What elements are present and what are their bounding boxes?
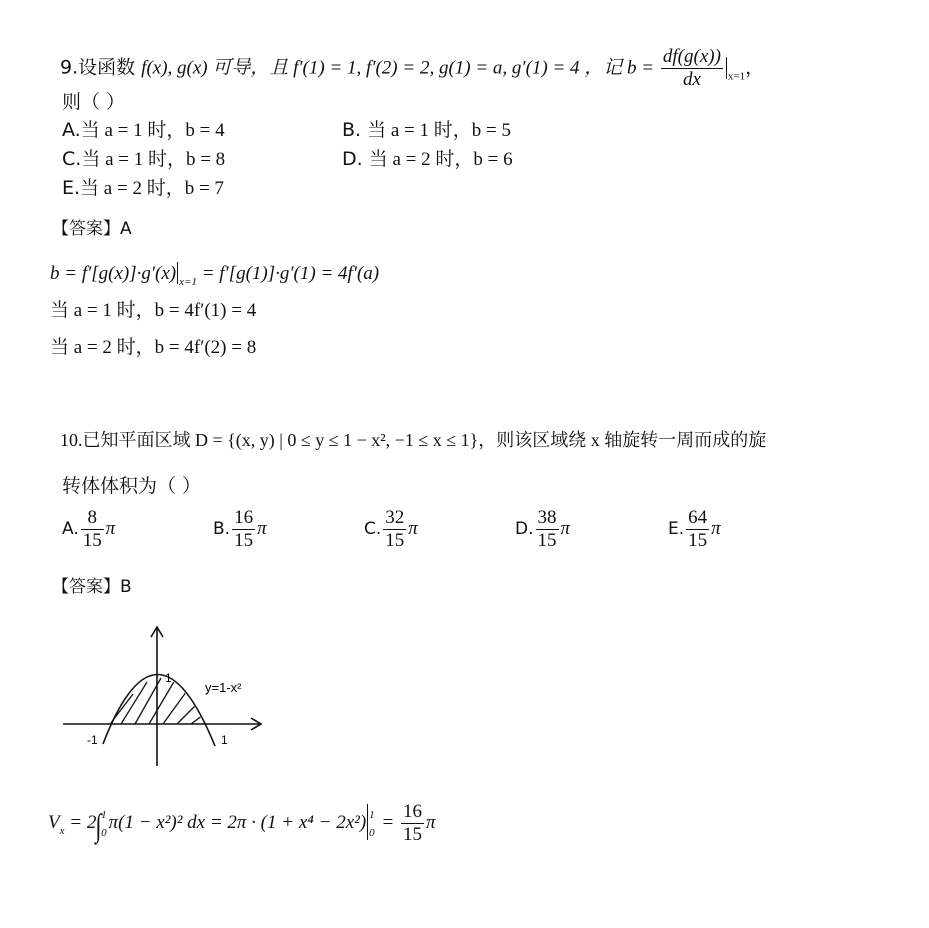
q10-option-a-pi: π — [105, 517, 116, 539]
formula-lhs: V — [48, 812, 60, 833]
q9-solution-line2: 当 a = 1 时，b = 4f′(1) = 4 — [50, 300, 257, 321]
eval-upper: 1 — [369, 808, 375, 821]
q10-option-c-fraction — [383, 507, 406, 552]
formula-result-den: 15 — [402, 824, 422, 846]
q9-option-a-text: 当 a = 1 时，b = 4 — [80, 120, 225, 141]
q10-option-d — [515, 507, 570, 552]
q9-eval-bar — [726, 57, 727, 79]
q9-frac-numerator: df(g(x)) — [662, 46, 721, 67]
q10-answer: 【答案】B — [52, 577, 132, 597]
q9-sol1-part-a: b = f′[g(x)]·g′(x) — [50, 263, 177, 284]
q10-option-b-num: 16 — [234, 507, 254, 528]
sketch-left-label: -1 — [87, 733, 98, 747]
q9-stem-line1 — [60, 46, 764, 91]
q9-option-b-label: B. — [342, 119, 362, 141]
q10-option-e — [668, 507, 721, 552]
q9-sol1-eval-bar — [177, 262, 178, 284]
q10-option-d-fraction — [536, 507, 559, 552]
q10-option-d-label: D. — [515, 518, 534, 539]
q9-option-d-label: D. — [342, 148, 363, 170]
sketch-right-label: 1 — [221, 733, 228, 747]
q9-number: 9.设函数 — [60, 56, 142, 79]
q9-answer: 【答案】A — [52, 219, 132, 239]
formula-result-num: 16 — [402, 801, 422, 823]
formula-eval-bar — [367, 804, 368, 840]
eval-lower: 0 — [369, 826, 375, 839]
q10-option-e-label: E. — [668, 518, 685, 539]
integral-sign-icon: ∫ — [95, 807, 102, 843]
q10-option-c-den: 15 — [385, 530, 405, 551]
q9-option-e-label: E. — [62, 177, 81, 199]
q10-option-c-label: C. — [364, 518, 382, 539]
q10-option-a-num: 8 — [81, 507, 104, 530]
eval-limits — [369, 806, 375, 842]
sketch-curve-label: y=1-x² — [205, 680, 242, 695]
q10-stem-line1: 10.已知平面区域 D = {(x, y) | 0 ≤ y ≤ 1 − x², −1 ≤ x ≤ 1}，则该区域绕 x 轴旋转一周而成的旋 — [60, 430, 767, 450]
q10-option-a-label: A. — [62, 518, 79, 539]
integral-limits — [101, 806, 107, 842]
q10-option-b-label: B. — [213, 518, 231, 539]
q10-option-a-den: 15 — [82, 530, 102, 551]
sketch-top-label: 1 — [165, 671, 172, 685]
q10-option-c — [364, 507, 418, 552]
q9-option-c-text: 当 a = 1 时，b = 8 — [81, 149, 226, 170]
q10-option-c-num: 32 — [385, 507, 405, 528]
q10-option-b-pi: π — [257, 517, 267, 539]
q10-option-b — [213, 507, 267, 552]
q9-frac-denominator: dx — [682, 69, 701, 90]
q9-option-d — [342, 147, 513, 172]
q9-derivative-fraction — [661, 46, 723, 91]
q9-option-b-text: 当 a = 1 时，b = 5 — [367, 120, 511, 141]
q10-option-d-den: 15 — [537, 530, 557, 551]
q9-comma: ， — [745, 56, 765, 79]
integral-upper: 1 — [101, 808, 107, 821]
q10-option-e-pi: π — [711, 517, 721, 539]
q9-stem-line2: 则（ ） — [62, 91, 126, 113]
formula-eq1: = 2 — [64, 812, 97, 833]
integral-lower: 0 — [101, 826, 107, 839]
q10-option-b-den: 15 — [234, 530, 254, 551]
q9-option-a — [62, 118, 225, 143]
q10-option-a-fraction — [81, 507, 104, 552]
q10-option-e-fraction — [686, 507, 709, 552]
formula-eq2: = — [376, 812, 399, 833]
q9-option-b — [342, 118, 511, 143]
q9-option-e — [62, 176, 224, 201]
formula-result-fraction — [401, 801, 424, 846]
q9-solution-line1 — [50, 262, 379, 294]
q9-option-d-text: 当 a = 2 时，b = 6 — [368, 149, 513, 170]
q9-option-c-label: C. — [62, 148, 82, 170]
q10-stem-line2: 转体体积为（ ） — [62, 475, 202, 497]
q10-option-d-pi: π — [560, 517, 571, 539]
formula-integrand: π(1 − x²)² dx = 2π · (1 + x⁴ − 2x²) — [108, 812, 367, 833]
q9-option-a-label: A. — [62, 119, 81, 141]
q9-sol1-part-b: = f′[g(1)]·g′(1) = 4f′(a) — [196, 263, 380, 284]
q10-option-d-num: 38 — [537, 507, 557, 528]
q9-sol1-sub: x=1 — [179, 276, 197, 288]
q9-option-e-text: 当 a = 2 时，b = 7 — [80, 178, 224, 199]
q9-stem-formula: f(x), g(x) 可导，且 f′(1) = 1, f′(2) = 2, g(1) = a, g′(1) = 4 ，记 b = — [141, 57, 659, 79]
q9-solution-line3: 当 a = 2 时，b = 4f′(2) = 8 — [50, 337, 257, 358]
q10-option-e-den: 15 — [688, 530, 708, 551]
q10-option-b-fraction — [232, 507, 255, 552]
q10-volume-formula — [48, 798, 436, 856]
q10-region-sketch — [55, 620, 285, 785]
q9-eval-sub: x=1 — [727, 70, 746, 83]
q10-option-c-pi: π — [408, 517, 418, 539]
q10-option-a — [62, 507, 115, 552]
formula-result-pi: π — [425, 812, 436, 833]
formula-lhs-sub: x — [59, 825, 65, 837]
q9-option-c — [62, 147, 225, 172]
q10-option-e-num: 64 — [688, 507, 708, 528]
